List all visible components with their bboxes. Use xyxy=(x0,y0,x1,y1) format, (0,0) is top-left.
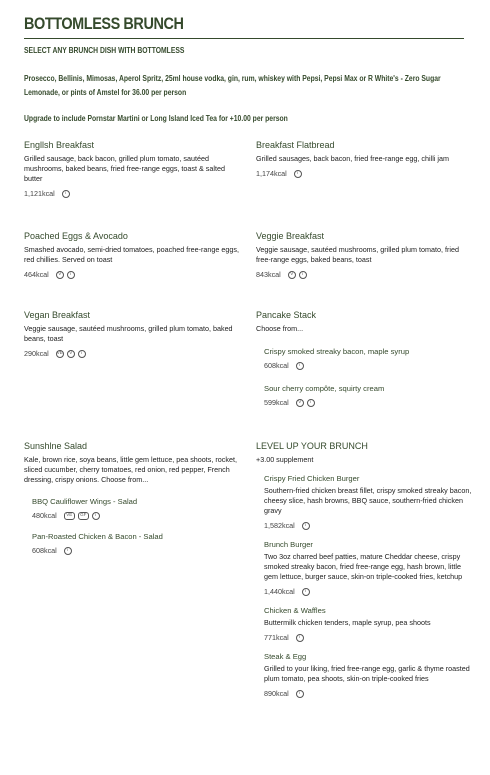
option-name: Pan-Roasted Chicken & Bacon - Salad xyxy=(32,532,163,541)
item-description: Choose from... xyxy=(256,324,304,333)
pancake-option-cherry[interactable] xyxy=(264,384,474,407)
info-icon[interactable]: i xyxy=(78,350,86,358)
item-name: Poached Eggs & Avocado xyxy=(24,231,128,241)
info-icon[interactable]: i xyxy=(67,271,75,279)
item-kcal: 290kcal xyxy=(24,349,49,358)
item-description: Grilled sausage, back bacon, grilled plum tomato, sautéed mushrooms, baked beans, fried free-range eggs, toast & salted butter xyxy=(24,154,225,183)
option-description: Grilled to your liking, fried free-range egg, garlic & thyme roasted plum tomato, pea shoots, skin-on triple-cooked fries xyxy=(264,664,470,683)
option-description: Two 3oz charred beef patties, mature Cheddar cheese, crispy smoked streaky bacon, fried free-range egg, hash brown, little gem lettuce, burger sauce, skin-on triple-cooked fries, ketchup xyxy=(264,552,463,581)
menu-item-english-breakfast[interactable] xyxy=(24,140,242,198)
item-name: Veggie Breakfast xyxy=(256,231,325,241)
menu-item-breakfast-flatbread[interactable] xyxy=(256,140,474,178)
info-icon[interactable]: i xyxy=(302,522,310,530)
title-divider xyxy=(24,38,464,39)
option-name: Chicken & Waffles xyxy=(264,606,326,615)
vegetarian-icon: V xyxy=(56,271,64,279)
levelup-option-steak-egg[interactable] xyxy=(264,652,474,698)
item-name: Engllsh Breakfast xyxy=(24,140,95,150)
option-name: Brunch Burger xyxy=(264,540,313,549)
vegetarian-icon: V xyxy=(67,350,75,358)
info-icon[interactable]: i xyxy=(62,190,70,198)
item-name: Sunshlne Salad xyxy=(24,441,88,451)
item-kcal: 843kcal xyxy=(256,270,281,279)
section-heading: LEVEL UP YOUR BRUNCH xyxy=(256,441,368,451)
pancake-option-bacon[interactable] xyxy=(264,347,474,370)
info-icon[interactable]: i xyxy=(92,512,100,520)
vegan-icon: VE xyxy=(56,350,64,358)
info-icon[interactable]: i xyxy=(64,547,72,555)
item-name: Breakfast Flatbread xyxy=(256,140,335,150)
drinks-intro: Prosecco, Bellinis, Mimosas, Aperol Spritz, 25ml house vodka, gin, rum, whiskey with Pepsi, Pepsi Max or R White's - Zero Sugar Lemonade, or pints of Amstel for 36.00 per person xyxy=(24,74,441,97)
option-name: Crispy Fried Chicken Burger xyxy=(264,474,360,483)
item-name: Pancake Stack xyxy=(256,310,317,320)
item-kcal: 1,121kcal xyxy=(24,189,55,198)
salad-option-cauliflower[interactable] xyxy=(32,497,242,520)
vegetarian-icon: V xyxy=(296,399,304,407)
section-level-up-brunch xyxy=(256,441,474,698)
info-icon[interactable]: i xyxy=(296,362,304,370)
item-description: Smashed avocado, semi-dried tomatoes, poached free-range eggs, red chillies. Served on toast xyxy=(24,245,239,264)
vegetarian-icon: V xyxy=(288,271,296,279)
option-kcal: 599kcal xyxy=(264,398,289,407)
info-icon[interactable]: i xyxy=(296,690,304,698)
menu-item-sunshine-salad[interactable] xyxy=(24,441,242,555)
menu-item-veggie-breakfast[interactable] xyxy=(256,231,474,279)
levelup-option-chicken-burger[interactable] xyxy=(264,474,474,530)
info-icon[interactable]: i xyxy=(302,588,310,596)
item-name: Vegan Breakfast xyxy=(24,310,91,320)
item-description: Veggie sausage, sautéed mushrooms, grilled plum tomato, baked beans, toast xyxy=(24,324,233,343)
menu-item-poached-eggs-avocado[interactable] xyxy=(24,231,242,279)
upgrade-note: Upgrade to include Pornstar Martini or Long Island Iced Tea for +10.00 per person xyxy=(24,114,288,123)
option-kcal: 771kcal xyxy=(264,633,289,642)
info-icon[interactable]: i xyxy=(294,170,302,178)
option-name: Sour cherry compôte, squirty cream xyxy=(264,384,385,393)
menu-item-pancake-stack[interactable] xyxy=(256,310,474,407)
levelup-option-brunch-burger[interactable] xyxy=(264,540,474,596)
info-icon[interactable]: i xyxy=(299,271,307,279)
item-kcal: 464kcal xyxy=(24,270,49,279)
item-description: Grilled sausages, back bacon, fried free-range egg, chilli jam xyxy=(256,154,449,163)
item-kcal: 1,174kcal xyxy=(256,169,287,178)
gluten-free-icon: GF xyxy=(78,512,89,520)
item-description: Veggie sausage, sautéed mushrooms, grilled plum tomato, fried free-range eggs, baked beans, toast xyxy=(256,245,459,264)
option-name: BBQ Cauliflower Wings - Salad xyxy=(32,497,138,506)
info-icon[interactable]: i xyxy=(307,399,315,407)
levelup-option-chicken-waffles[interactable] xyxy=(264,606,474,642)
option-kcal: 480kcal xyxy=(32,511,57,520)
option-description: Buttermilk chicken tenders, maple syrup, pea shoots xyxy=(264,618,431,627)
page-title: BOTTOMLESS BRUNCH xyxy=(24,14,184,33)
option-kcal: 608kcal xyxy=(32,546,57,555)
option-kcal: 1,440kcal xyxy=(264,587,295,596)
supplement-note: +3.00 supplement xyxy=(256,455,314,464)
option-kcal: 608kcal xyxy=(264,361,289,370)
item-description: Kale, brown rice, soya beans, little gem lettuce, pea shoots, rocket, sliced cucumber, cherry tomatoes, red onion, red pepper, French dressing, crispy onions. Choose from... xyxy=(24,455,237,484)
option-description: Southern-fried chicken breast fillet, crispy smoked streaky bacon, cheesy slice, hash browns, BBQ sauce, southern-fried chicken gravy xyxy=(264,486,472,515)
subtitle: SELECT ANY BRUNCH DISH WITH BOTTOMLESS xyxy=(24,46,185,55)
option-kcal: 1,582kcal xyxy=(264,521,295,530)
menu-item-vegan-breakfast[interactable] xyxy=(24,310,242,358)
salad-option-chicken-bacon[interactable] xyxy=(32,532,242,555)
option-name: Steak & Egg xyxy=(264,652,307,661)
option-name: Crispy smoked streaky bacon, maple syrup xyxy=(264,347,410,356)
info-icon[interactable]: i xyxy=(296,634,304,642)
vegan-icon: VE xyxy=(64,512,75,520)
option-kcal: 890kcal xyxy=(264,689,289,698)
